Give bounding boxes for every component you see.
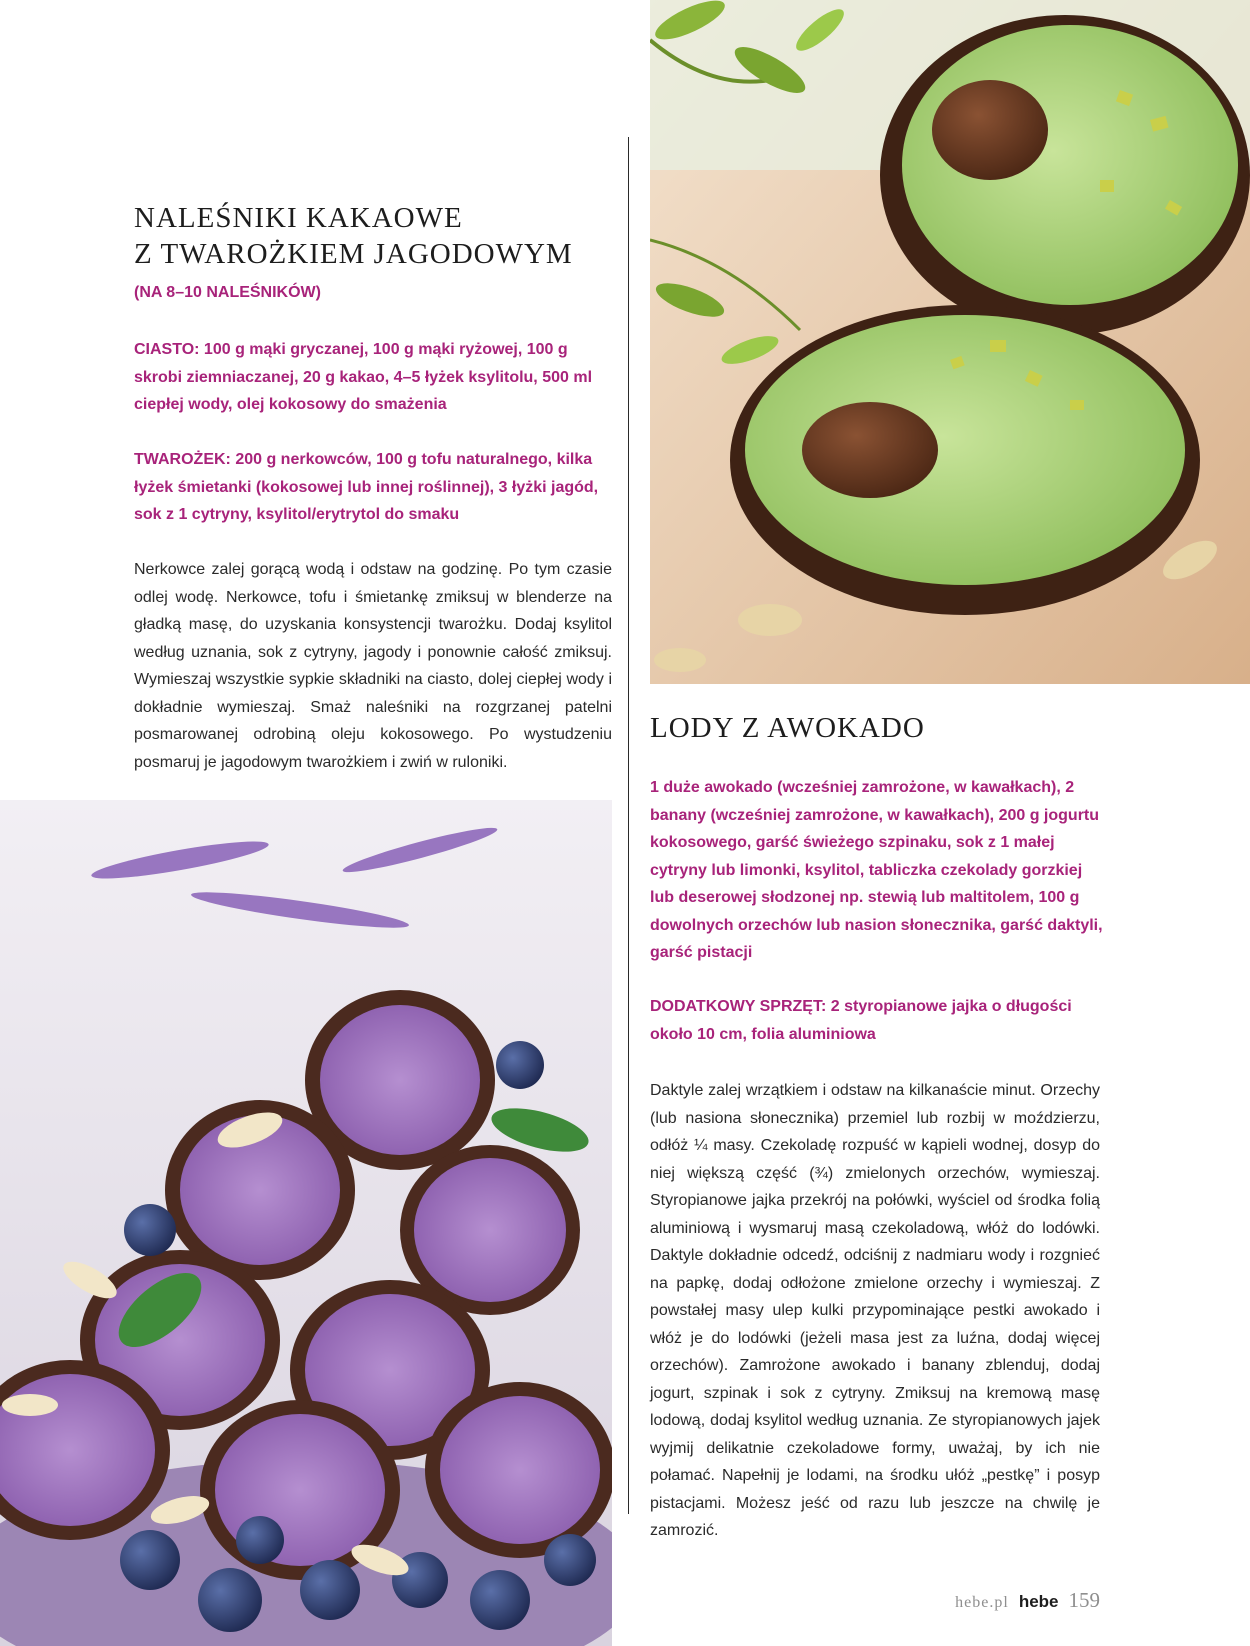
- ciasto-text: 100 g mąki gryczanej, 100 g mąki ryżowej, 100 g skrobi ziemniaczanej, 20 g kakao, 4–5 łyżek ksylitolu, 500 ml ciepłej wody, olej kokosowy do smażenia: [134, 341, 593, 413]
- right-recipe-instructions: Daktyle zalej wrzątkiem i odstaw na kilkanaście minut. Orzechy (lub nasiona słonecznika) przemiel lub rozbij w moździerzu, odłóż ¼ masy. Czekoladę rozpuść w kąpieli wodnej, dosyp do niej większą część (¾) zmielonych orzechów, wymieszaj. Styropianowe jajka przekrój na połówki, wyściel od środka folią aluminiową i wysmaruj masą czekoladową, włóż do lodówki. Daktyle dokładnie odcedź, odciśnij z nadmiaru wody i rozgnieć na papkę, dodaj odłożone zmielone orzechy i wymieszaj. Z powstałej masy ulep kulki przypominające pestki awokado i włóż je do lodówki (jeżeli masa jest za luźna, dodaj więcej orzechów). Zamrożone awokado i banany zblenduj, dodaj jogurt, szpinak i sok z cytryny. Zmiksuj na kremową masę lodową, dodaj ksylitol według uznania. Ze styropianowych jajek wyjmij delikatnie czekoladowe formy, uważaj, by ich nie połamać. Napełnij je lodami, na środku ułóż „pestkę” i posyp pistacjami. Możesz jeść od razu lub jeszcze na chwilę je zamrozić.: [650, 1082, 1100, 1539]
- twarozek-ingredients: [134, 446, 614, 529]
- additional-equipment: [650, 993, 1110, 1048]
- avocado-ice-cream-photo: [650, 0, 1250, 684]
- column-divider: [628, 137, 629, 1514]
- footer-site: hebe.pl: [955, 1594, 1009, 1611]
- equipment-text: 2 styropianowe jajka o długości około 10 cm, folia aluminiowa: [650, 998, 1072, 1043]
- avocado-ice-cream-ingredients: 1 duże awokado (wcześniej zamrożone, w kawałkach), 2 banany (wcześniej zamrożone, w kawałkach), 200 g jogurtu kokosowego, garść świeżego szpinaku, sok z 1 małej cytryny lub limonki, ksylitol, tabliczka czekolady gorzkiej lub deserowej słodzonej np. stewią lub maltitolem, 100 g dowolnych orzechów lub nasion słonecznika, garść daktyli, garść pistacji: [650, 779, 1103, 961]
- cocoa-pancakes-photo: [0, 800, 612, 1646]
- left-title-line-1: NALEŚNIKI KAKAOWE: [134, 202, 463, 234]
- left-recipe-yield: (NA 8–10 NALEŚNIKÓW): [134, 284, 321, 301]
- right-recipe-title: LODY Z AWOKADO: [650, 712, 925, 744]
- twarozek-text: 200 g nerkowców, 100 g tofu naturalnego, kilka łyżek śmietanki (kokosowej lub innej roślinnej), 3 łyżki jagód, sok z 1 cytryny, ksylitol/erytrytol do smaku: [134, 451, 599, 523]
- page-number: 159: [1068, 1588, 1100, 1612]
- footer-brand-logo: hebe: [1018, 1592, 1059, 1611]
- ciasto-ingredients: [134, 336, 614, 419]
- equipment-label: DODATKOWY SPRZĘT:: [650, 998, 827, 1015]
- page-footer: [955, 1588, 1100, 1613]
- ciasto-label: CIASTO:: [134, 341, 200, 358]
- left-title-line-2: Z TWAROŻKIEM JAGODOWYM: [134, 238, 573, 270]
- left-recipe-instructions: Nerkowce zalej gorącą wodą i odstaw na godzinę. Po tym czasie odlej wodę. Nerkowce, tofu i śmietankę zmiksuj w blenderze na gładką masę, do uzyskania konsystencji twarożku. Dodaj ksylitol według uznania, sok z cytryny, jagody i ponownie całość zmiksuj. Wymieszaj wszystkie sypkie składniki na ciasto, dolej ciepłej wody i dokładnie wymieszaj. Smaż naleśniki na rozgrzanej patelni posmarowanej odrobiną oleju kokosowego. Po wystudzeniu posmaruj je jagodowym twarożkiem i zwiń w ruloniki.: [134, 561, 612, 771]
- left-recipe-title: [134, 200, 604, 272]
- twarozek-label: TWAROŻEK:: [134, 451, 231, 468]
